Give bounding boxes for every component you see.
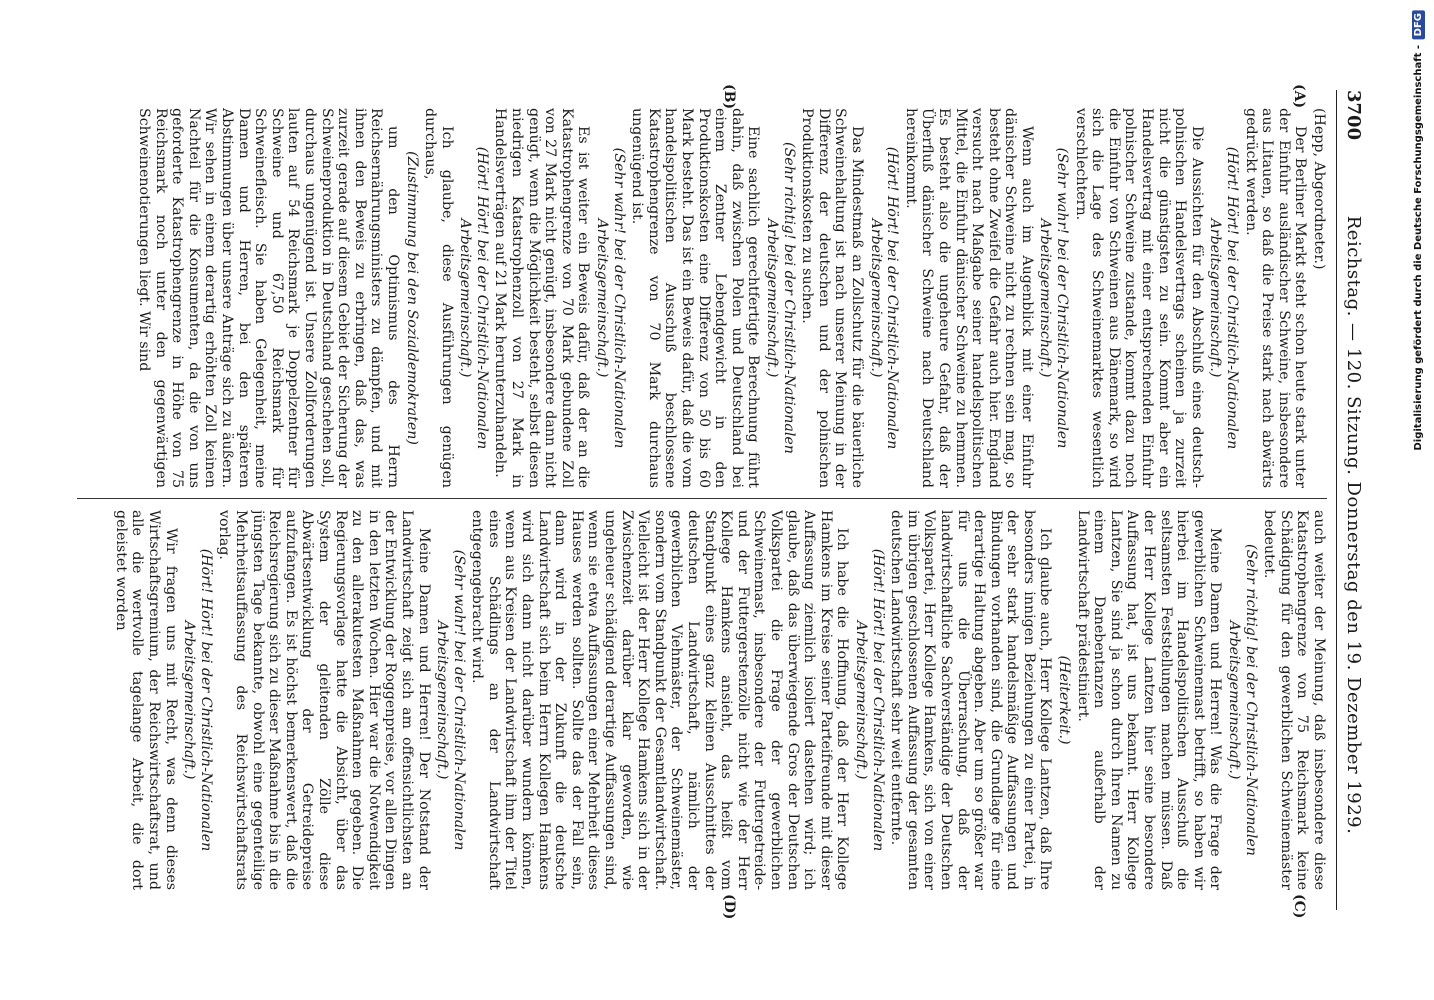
paragraph: Ich glaube, diese Ausführungen genügen durchaus,	[422, 108, 455, 488]
paragraph: auch weiter der Meinung, daß insbesondere diese Katastrophengrenze von 75 Reichsmark keine Schädigung für den gewerblichen Schweinemäster bedeutet.	[1261, 510, 1327, 890]
page-number: 3700	[1343, 90, 1365, 141]
interjection: (Heiterkeit.)	[1056, 655, 1073, 745]
interjection: (Hört! Hört! bei der Christlich-Nationalen Arbeitsgemeinschaft.)	[867, 146, 901, 450]
interjection: (Sehr wahr! bei der Christlich-Nationalen Arbeitsgemeinschaft.)	[594, 147, 627, 449]
margin-marker-c: (C)	[1291, 894, 1307, 919]
margin-marker-a: (A)	[1291, 84, 1307, 109]
paragraph: Es ist weiter ein Beweis dafür, daß der an die Katastrophengrenze von 70 Mark gebundene Zoll von 27 Mark nicht genügt, insbesondere dann nicht genügt, wenn die Möglichkeit besteht, selbst diesen niedrigen Katastrophenzoll von 27 Mark in Handelsverträgen auf 21 Mark herunterzuhandeln.	[492, 108, 592, 488]
interjection: (Hört! Hört! bei der Christlich-Nationalen Arbeitsgemeinschaft.)	[181, 548, 214, 852]
rotated-sheet	[57, 70, 1377, 930]
paragraph: Ich habe die Hoffnung, daß der Herr Kollege Hamkens im Kreise seiner Parteifreunde mit dieser Auffassung ziemlich isoliert dastehen wird; ich glaube, daß das überwiegende Gros der Deutschen Volkspartei die Frage der gewerblichen Schweinemast, insbesondere der Futtergetreide- und der Futtergerstenzölle nicht wie der Herr Kollege Hamkens ansieht, das heißt vom Standpunkt eines ganz kleinen Ausschnittes der deutschen Landwirtschaft, nämlich der gewerblichen Viehmäster, der Schweinemäster, sondern vom Standpunkt der Gesamtlandwirtschaft. Vielleicht ist der Herr Kollege Hamkens sich in der Zwischenzeit darüber klar geworden, wie ungeheuer schädigend derartige Auffassungen sind, wenn sie etwa Auffassungen einer Mehrheit dieses Hauses werden sollten. Sollte das der Fall sein, dann wird in der Zukunft die deutsche Landwirtschaft sich beim Herrn Kollegen Hamkens wird sich dann nicht darüber wundern können, wenn aus Kreisen der Landwirtschaft ihm der Titel eines Schädlings an der Landwirtschaft entgegengebracht wird.	[469, 510, 851, 890]
column-divider	[77, 498, 1327, 499]
margin-marker-b: (B)	[721, 84, 737, 110]
interjection: (Sehr richtig! bei der Christlich-Nationalen Arbeitsgemeinschaft.)	[1226, 544, 1259, 856]
paragraph: Wir fragen uns mit Recht, was denn dieses Wirtschaftsgremium, der Reichswirtschaftsrat, und alle die wertvolle tagelange Arbeit, die dort geleistet worden	[112, 510, 179, 890]
header-rule	[1336, 90, 1337, 910]
interjection: (Sehr richtig! bei der Christlich-Nationalen Arbeitsgemeinschaft.)	[764, 142, 797, 454]
paragraph: Wenn auch im Augenblick mit einer Einfuhr dänischer Schweine nicht zu rechnen sein mag, so besteht ohne Zweifel die Gefahr auch hier. England versucht nach Maßgabe seiner handelspolitischen Mittel, die Einfuhr dänischer Schweine zu hemmen. Es besteht also die ungeheure Gefahr, daß der Überfluß dänischer Schweine nach Deutschland hereinkommt.	[902, 108, 1035, 488]
interjection: (Hört! Hört! bei der Christlich-Nationalen Arbeitsgemeinschaft.)	[852, 548, 886, 852]
dfg-logo: DFG	[1412, 10, 1425, 39]
paragraph: Das Mindestmaß an Zollschutz für die bäuerliche Schweinehaltung ist nach unserer Meinung in der Differenz der deutschen und der polnischen Produktionskosten zu suchen.	[799, 108, 865, 488]
paragraph: Meine Damen und Herren! Der Notstand der Landwirtschaft zeigt sich am offensichtlichsten an der Entwicklung der Roggenpreise, vor allen Dingen in den letzten Wochen. Hier war die Notwendigkeit zu den allerakutesten Maßnahmen gegeben. Die Regierungsvorlage hatte die Absicht, über das System der gleitenden Zölle diese Abwärtsentwicklung der Getreidepreise aufzufangen. Es ist höchst bemerkenswert, daß die Reichsregierung sich zu dieser Maßnahme bis in die jüngsten Tage bekannte, obwohl eine gegenteilige Mehrheitsauffassung des Reichswirtschaftsrats vorlag.	[216, 510, 432, 890]
side-credit	[1408, 10, 1428, 990]
paragraph: Eine sachlich gerechtfertigte Berechnung führt dahin, daß zwischen Polen und Deutschland bei einem Zentner Lebendgewicht in den Produktionskosten eine Differenz von 50 bis 60 Mark besteht. Das ist ein Beweis dafür, daß die vom handelspolitischen Ausschuß beschlossene Katastrophengrenze von 70 Mark durchaus ungenügend ist.	[629, 108, 762, 488]
interjection: (Zustimmung bei den Sozialdemokraten)	[403, 151, 420, 445]
margin-marker-d: (D)	[721, 894, 737, 920]
paragraph: Die Aussichten für den Abschluß eines deutsch-polnischen Handelsvertrags scheinen ja zurzeit nicht die günstigsten zu sein. Kommt aber ein Handelsvertrag mit einer entsprechenden Einfuhr polnischer Schweine zustande, kommt dazu noch die Einfuhr von Schweinen aus Dänemark, so wird sich die Lage des Schweinemarktes wesentlich verschlechtern.	[1072, 108, 1205, 488]
paragraph: (Hepp, Abgeordneter.)	[1311, 108, 1327, 270]
interjection: (Hört! Hört! bei der Christlich-Nationalen Arbeitsgemeinschaft.)	[457, 146, 490, 450]
interjection: (Sehr wahr! bei der Christlich-Nationalen Arbeitsgemeinschaft.)	[1037, 147, 1071, 449]
paragraph: Der Berliner Markt steht schon heute stark unter der Einfuhr ausländischer Schweine, insbesondere aus Litauen, so daß die Preise stark nach abwärts gedrückt werden.	[1242, 108, 1309, 488]
interjection: (Hört! Hört! bei der Christlich-Nationalen Arbeitsgemeinschaft.)	[1207, 146, 1241, 450]
paragraph: um den Optimismus des Herrn Reichsernährungsministers zu dämpfen, und mit ihnen den Beweis zu erbringen, daß das, was zurzeit gerade auf diesem Gebiet der Sicherung der Schweineproduktion in Deutschland geschehen soll, durchaus ungenügend ist. Unsere Zollforderungen lauten auf 54 Reichsmark je Doppelzentner für Schweine und 67,50 Reichsmark für Schweinefleisch. Sie haben Gelegenheit, meine Damen und Herren, bei den späteren Abstimmungen über unsere Anträge sich zu äußern. Wir sehen in einem derartig erhöhten Zoll keinen Nachteil für die Konsumenten, da die von uns geforderte Katastrophengrenze in Höhe von 75 Reichsmark noch unter den gegenwärtigen Schweinenotierungen liegt. Wir sind	[136, 108, 401, 488]
page-header	[1339, 90, 1369, 910]
page-title: Reichstag. — 120. Sitzung. Donnerstag den 19. Dezember 1929.	[1343, 215, 1365, 835]
left-column	[77, 108, 1327, 488]
interjection: (Sehr wahr! bei der Christlich-Nationalen Arbeitsgemeinschaft.)	[434, 549, 467, 851]
right-column	[77, 510, 1327, 890]
paragraph: Meine Damen und Herren! Was die Frage der gewerblichen Schweinemast betrifft, so haben wir hierbei im Handelspolitischen Ausschuß die seltsamsten Feststellungen machen müssen. Daß der Herr Kollege Lantzen hier seine besondere Auffassung hat, ist uns bekannt. Herr Kollege Lantzen, Sie sind ja schon durch Ihren Namen zu einem Danebentanzen außerhalb der Landwirtschaft prädestiniert.	[1074, 510, 1224, 890]
digitization-credit: Digitalisierung gefördert durch die Deutsche Forschungsgemeinschaft -	[1412, 45, 1424, 451]
paragraph: Ich glaube auch, Herr Kollege Lantzen, daß Ihre besonders innigen Beziehungen zu einer Partei, in der sehr stark handelsmäßige Auffassungen und Bindungen vorhanden sind, die Grundlage für eine derartige Haltung abgeben. Aber um so größer war für uns die Überraschung, daß der landwirtschaftliche Sachverständige der Deutschen Volkspartei, Herr Kollege Hamkens, sich von einer im übrigen geschlossenen Auffassung der gesamten deutschen Landwirtschaft sehr weit entfernte.	[888, 510, 1054, 890]
